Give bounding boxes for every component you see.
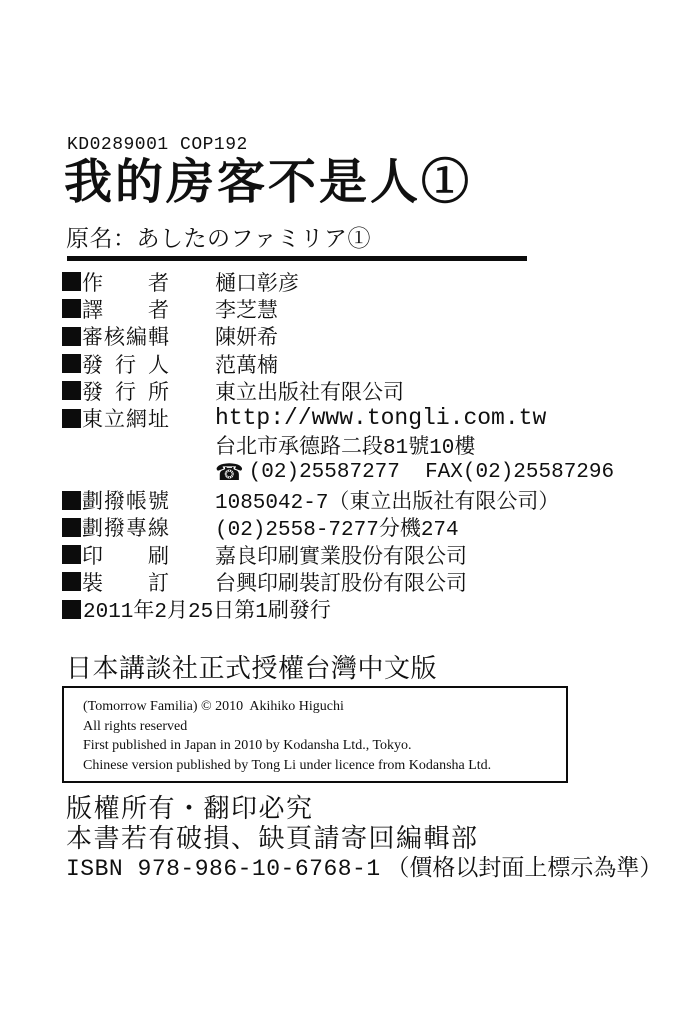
- colophon-label: 印刷: [82, 543, 169, 568]
- isbn-price-note: （價格以封面上標示為準）: [386, 855, 663, 880]
- copyright-line: First published in Japan in 2010 by Kodansha Ltd., Tokyo.: [83, 738, 412, 753]
- colophon-value: 范萬楠: [215, 352, 278, 377]
- notice-damaged: 本書若有破損、缺頁請寄回編輯部: [66, 824, 479, 853]
- bullet-square-icon: [62, 299, 81, 318]
- copyright-line: All rights reserved: [83, 718, 188, 734]
- book-title: 我的房客不是人①: [64, 156, 473, 209]
- title-divider: [67, 256, 527, 261]
- colophon-label: 審核編輯: [82, 325, 169, 350]
- colophon-row-postal-account: [62, 486, 662, 516]
- copyright-line: (Tomorrow Familia) © 2010 Akihiko Higuchi: [83, 699, 344, 714]
- colophon-row-binder: [62, 568, 662, 595]
- colophon-value: 嘉良印刷實業股份有限公司: [215, 543, 467, 568]
- bullet-square-icon: [62, 409, 81, 428]
- publisher-address: 台北市承德路二段81號10樓: [215, 437, 476, 461]
- colophon-label: 裝訂: [82, 570, 169, 595]
- colophon-label: 東立網址: [82, 407, 169, 432]
- postal-hotline-number: (02)2558-7277分機274: [215, 519, 459, 543]
- colophon-label: 發行人: [82, 352, 169, 377]
- colophon-row-postal-hotline: [62, 514, 662, 541]
- license-line: 日本講談社正式授權台灣中文版: [66, 654, 438, 683]
- bullet-square-icon: [62, 545, 81, 564]
- bullet-square-icon: [62, 491, 81, 510]
- original-title: 原名：あしたのファミリア①: [66, 226, 372, 251]
- colophon-row-translator: [62, 295, 662, 322]
- bullet-square-icon: [62, 518, 81, 537]
- copyright-line: Chinese version published by Tong Li under licence from Kodansha Ltd.: [83, 757, 492, 773]
- colophon-row-phone-fax: [62, 459, 662, 486]
- colophon-label: 劃撥專線: [82, 516, 169, 541]
- bullet-square-icon: [62, 572, 81, 591]
- bullet-square-icon: [62, 272, 81, 291]
- phone-fax-numbers: (02)25587277 FAX(02)25587296: [248, 461, 615, 485]
- bullet-square-icon: [62, 354, 81, 373]
- colophon-row-publisher-person: [62, 350, 662, 377]
- isbn-line: [66, 849, 662, 882]
- bullet-square-icon: [62, 600, 81, 619]
- colophon-row-printer: [62, 541, 662, 568]
- catalog-code: KD0289001 COP192: [67, 135, 248, 155]
- colophon-row-website: [62, 404, 662, 431]
- colophon-label: 作者: [82, 270, 169, 295]
- phone-icon: ☎: [215, 460, 244, 486]
- colophon-row-author: [62, 268, 662, 295]
- colophon-row-review-editor: [62, 323, 662, 350]
- isbn-code: ISBN 978-986-10-6768-1: [66, 856, 381, 882]
- colophon-label: 發行所: [82, 379, 169, 404]
- colophon-value: 樋口彰彦: [215, 270, 299, 295]
- colophon-value: 陳妍希: [215, 325, 278, 350]
- colophon-row-publisher-company: [62, 377, 662, 404]
- notice-copyright: 版權所有・翻印必究: [66, 794, 314, 823]
- colophon-value: 李芝慧: [215, 297, 278, 322]
- print-date: 2011年2月25日第1刷發行: [83, 601, 331, 625]
- colophon-label: 劃撥帳號: [82, 489, 169, 514]
- colophon-value: 台興印刷裝訂股份有限公司: [215, 570, 467, 595]
- website-url: http://www.tongli.com.tw: [215, 405, 547, 432]
- colophon-row-print-date: [62, 596, 662, 623]
- colophon-list: [62, 268, 662, 623]
- bullet-square-icon: [62, 381, 81, 400]
- colophon-value: 東立出版社有限公司: [215, 379, 404, 404]
- postal-account-number: 1085042-7（東立出版社有限公司）: [215, 492, 560, 516]
- copyright-box: [62, 686, 568, 783]
- colophon-row-address: [62, 432, 662, 459]
- colophon-label: 譯者: [82, 297, 169, 322]
- bullet-square-icon: [62, 327, 81, 346]
